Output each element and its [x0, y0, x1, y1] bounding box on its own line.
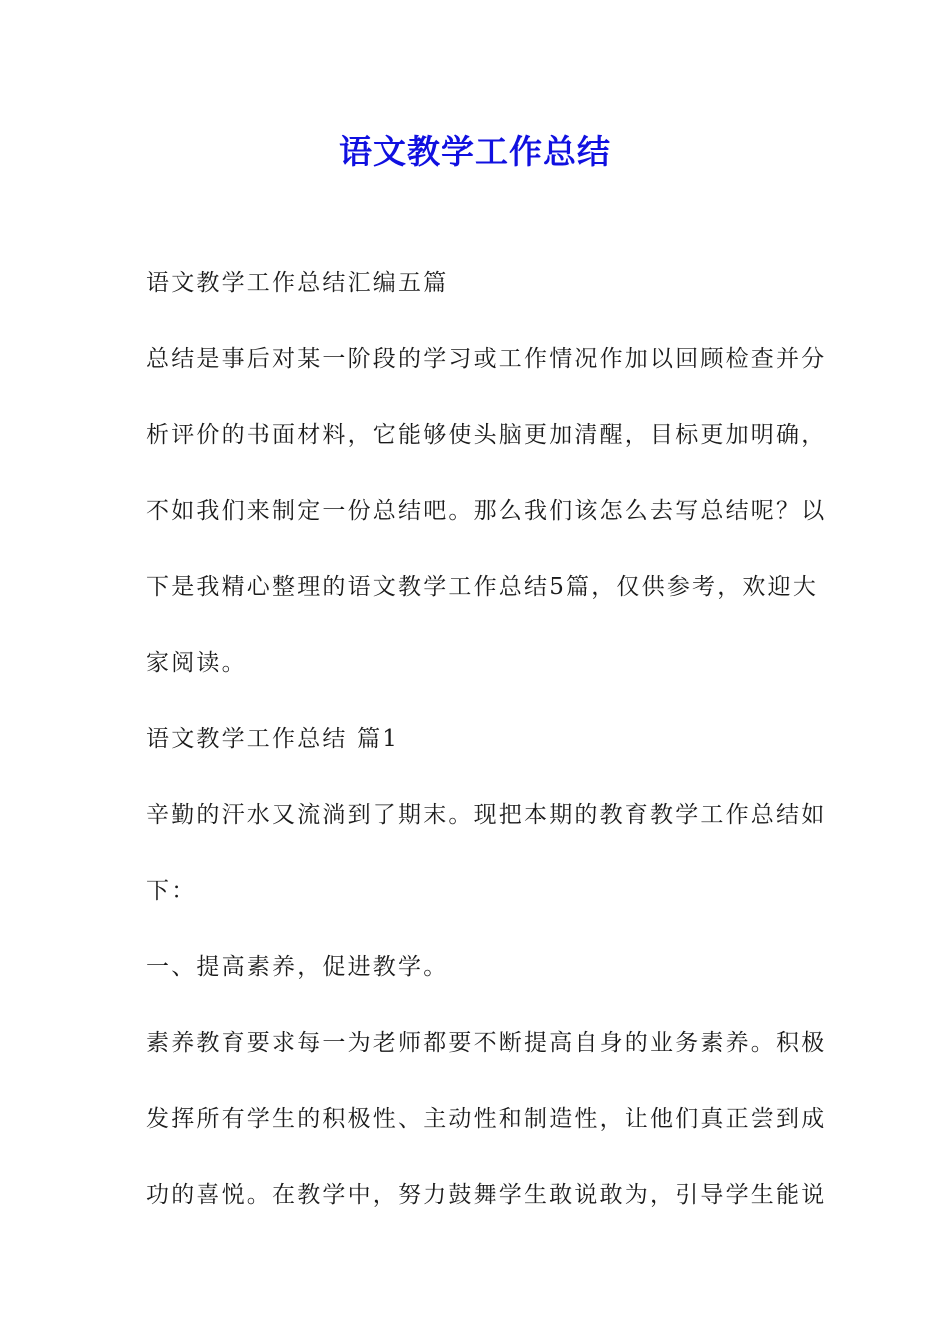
doc-heading: 语文教学工作总结汇编五篇	[146, 270, 449, 296]
intro-paragraph: 总结是事后对某一阶段的学习或工作情况作加以回顾检查并分 析评价的书面材料，它能够使头脑更加清醒，目标更加明确， 不如我们来制定一份总结吧。那么我们该怎么去写总结呢？以 下是我精心整理的语文教学工作总结5篇，仅供参考，欢迎大 家阅读。	[146, 346, 827, 676]
paragraph-1: 辛勤的汗水又流淌到了期末。现把本期的教育教学工作总结如 下：	[146, 802, 827, 904]
document-body	[146, 264, 827, 1214]
section-title: 语文教学工作总结 篇1	[146, 726, 400, 752]
subheading: 一、提高素养，促进教学。	[146, 954, 449, 980]
paragraph-2: 素养教育要求每一为老师都要不断提高自身的业务素养。积极 发挥所有学生的积极性、主动性和制造性，让他们真正尝到成 功的喜悦。在教学中，努力鼓舞学生敢说敢为，引导学生能说	[146, 1030, 827, 1208]
page-title: 语文教学工作总结	[339, 132, 611, 171]
